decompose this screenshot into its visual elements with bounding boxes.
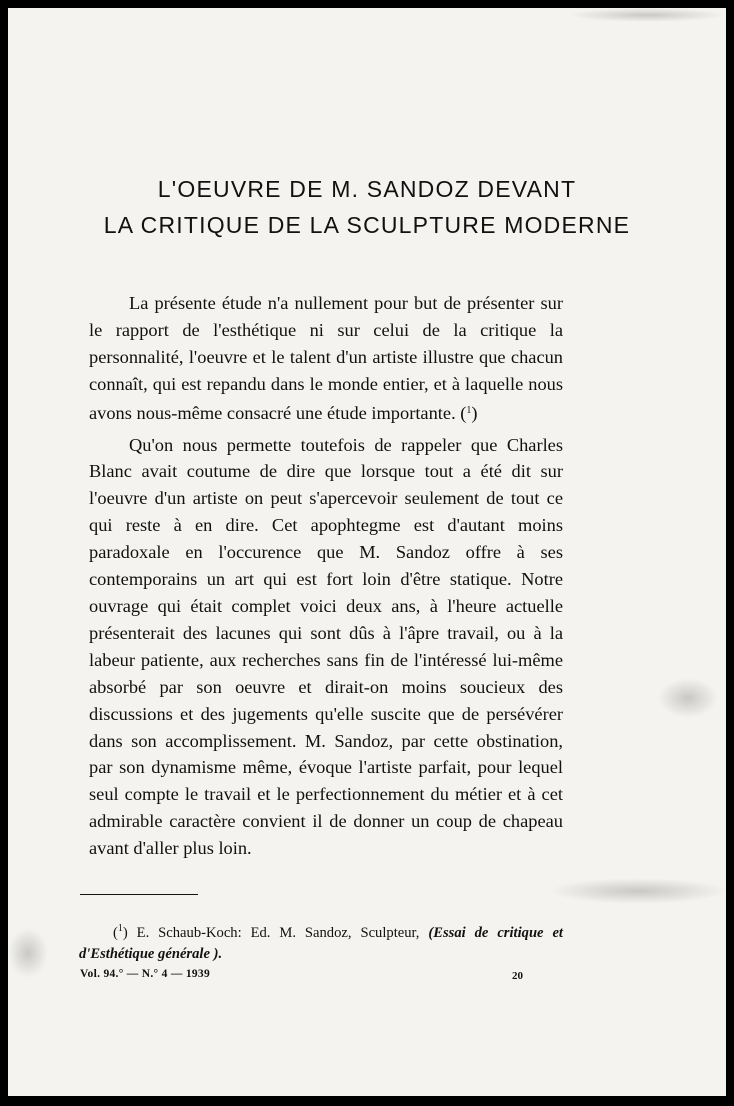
scan-smudge — [548, 878, 726, 904]
paragraph-1 — [89, 290, 563, 427]
footnote-divider — [80, 894, 198, 895]
footnote-marker: 1 — [117, 923, 123, 934]
scan-smudge — [8, 928, 48, 978]
footnote-line: ($^1$) E. Schaub-Koch: Ed. M. Sandoz, Sculpteur, (Essai de critique et d'Esthétique générale ). — [79, 923, 563, 962]
footnote-text: E. Schaub-Koch: Ed. M. Sandoz, Sculpteur, — [136, 925, 420, 941]
article-title-line-1: L'OEUVRE DE M. SANDOZ DEVANT — [157, 176, 577, 202]
article-body — [89, 290, 563, 862]
volume-info: Vol. 94.° — N.° 4 — 1939 — [80, 968, 211, 980]
footnote — [79, 918, 563, 965]
scan-smudge — [658, 678, 718, 718]
footnote-reference: 1 — [466, 404, 472, 416]
paragraph-1-text: La présente étude n'a nullement pour but de présenter sur le rapport de l'esthétique ni sur celui de la critique la personnalité, l'oeuvre et le talent d'un artiste illustre que chacun connaît, qui est repandu dans le monde entier, et à laquelle nous avons nous-même consacré une étude importante. ( — [89, 293, 563, 423]
paragraph-1-close: ) — [471, 402, 478, 423]
article-title-line-2: LA CRITIQUE DE LA SCULPTURE MODERNE — [103, 212, 631, 238]
footnote-italic: (Essai de critique et d'Esthétique générale ). — [79, 925, 563, 962]
document-page — [8, 8, 726, 1096]
page-number: 20 — [512, 970, 523, 982]
scan-smudge — [568, 8, 726, 22]
paragraph-2: Qu'on nous permette toutefois de rappeler que Charles Blanc avait coutume de dire que lorsque tout a été dit sur l'oeuvre d'un artiste on peut s'apercevoir seulement de tout ce qui reste à en dire. Cet apophtegme est d'autant moins paradoxale en l'occurence que M. Sandoz offre à ses contemporains un art qui est fort loin d'être statique. Notre ouvrage qui était complet voici deux ans, à l'heure actuelle présenterait des lacunes qui sont dûs à l'âpre travail, ou à la labeur patiente, aux recherches sans fin de l'intéressé lui-même absorbé par son oeuvre et dirait-on moins soucieux des discussions et des jugements qu'elle suscite que de persévérer dans son accomplissement. M. Sandoz, par cette obstination, par son dynamisme même, évoque l'artiste parfait, pour lequel seul compte le travail et le perfectionnement du métier et à cet admirable caractère convient il de donner un coup de chapeau avant d'aller plus loin. — [89, 434, 563, 859]
